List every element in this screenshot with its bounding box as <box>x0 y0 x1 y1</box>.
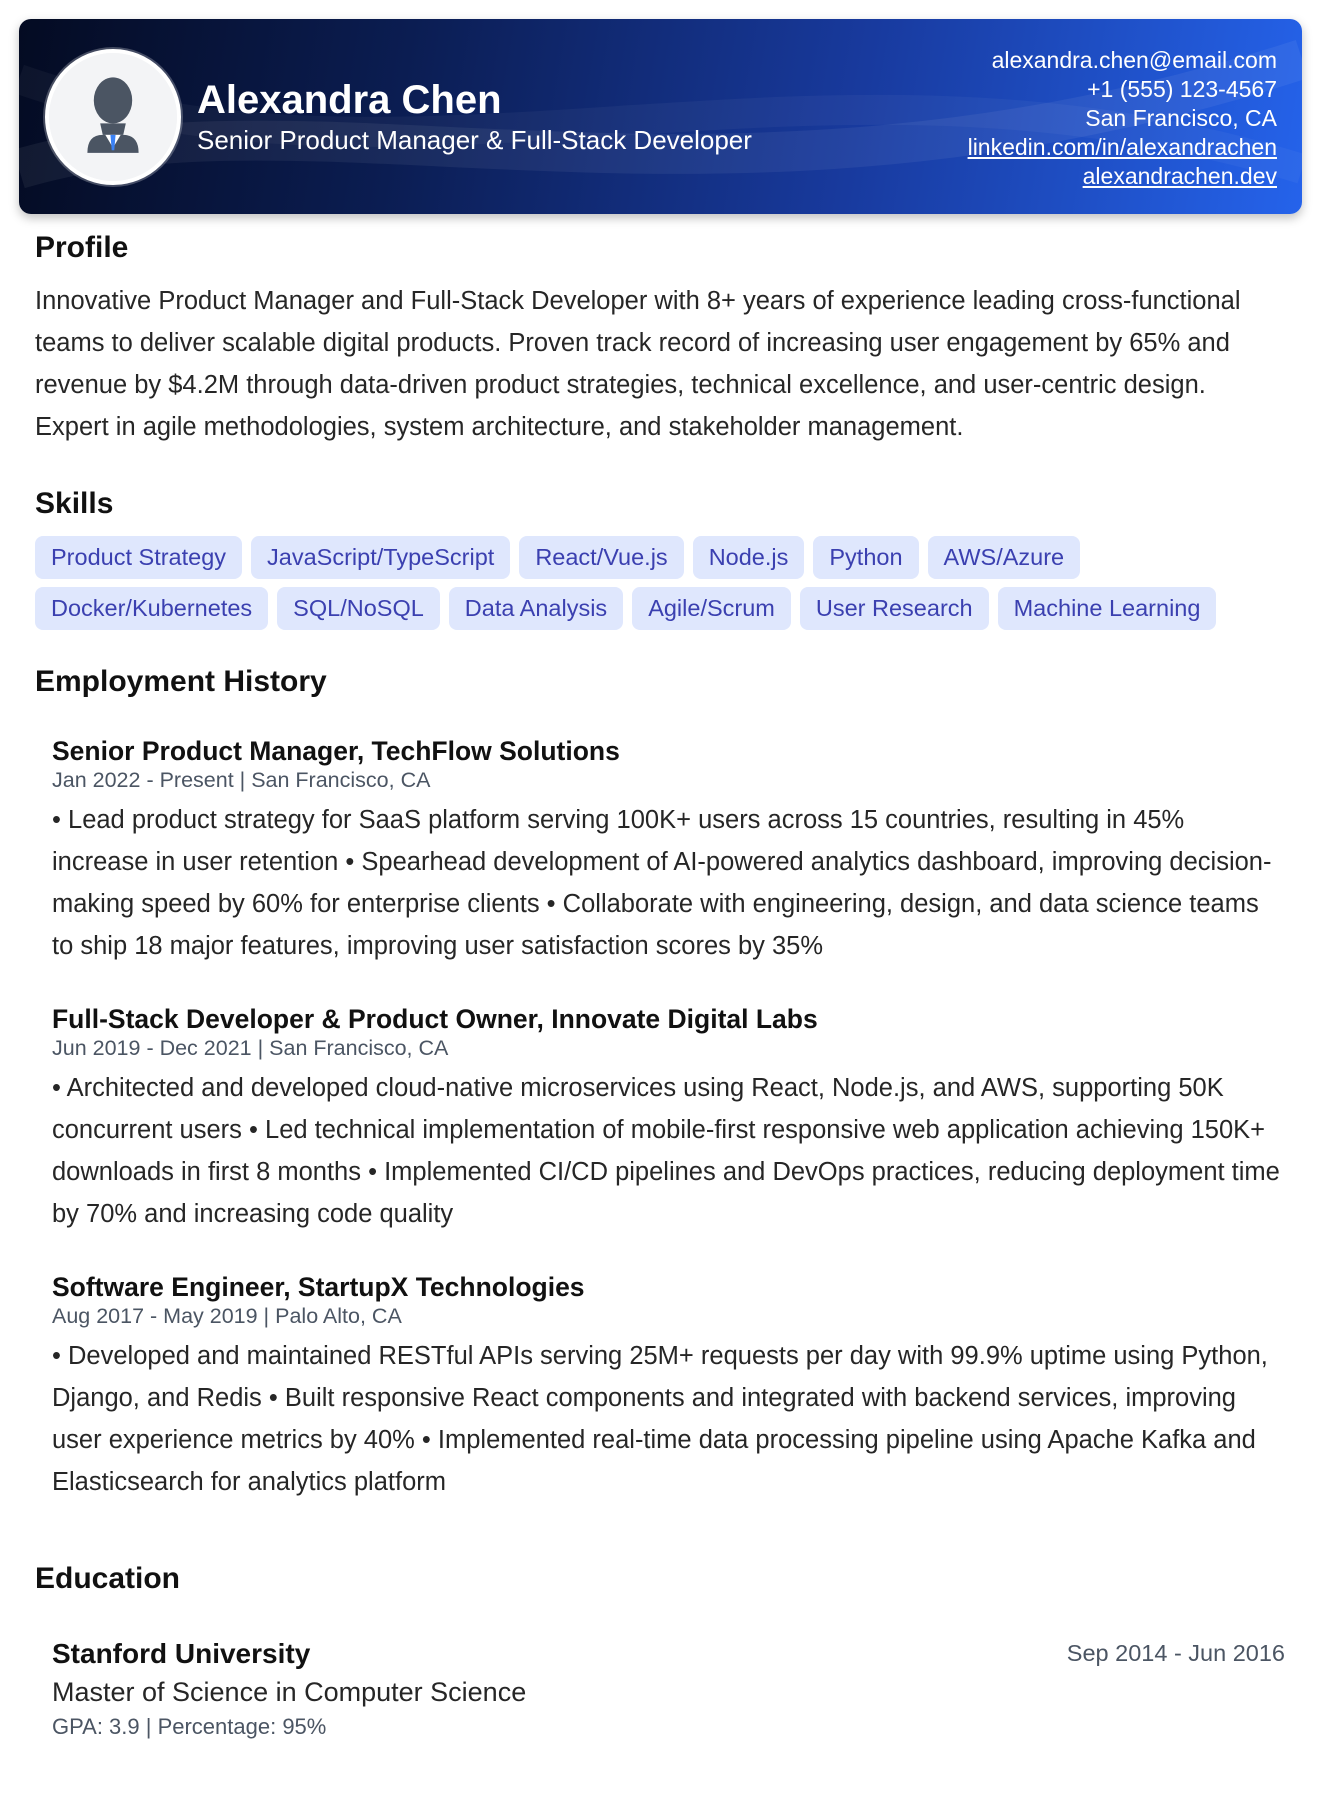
contact-phone: +1 (555) 123-4567 <box>1087 76 1277 102</box>
person-icon <box>49 53 177 181</box>
skill-chip: React/Vue.js <box>519 536 683 579</box>
education-entry <box>52 1637 1285 1741</box>
website-link[interactable]: alexandrachen.dev <box>1082 163 1277 189</box>
contact-location: San Francisco, CA <box>1085 105 1277 131</box>
profile-heading: Profile <box>35 231 129 264</box>
resume-body <box>35 230 1285 1741</box>
job-title: Senior Product Manager, TechFlow Solutions <box>52 736 620 766</box>
candidate-name: Alexandra Chen <box>197 78 502 122</box>
gpa: GPA: 3.9 | Percentage: 95% <box>52 1714 327 1739</box>
skills-list <box>35 536 1285 630</box>
job-entry <box>52 1003 1287 1235</box>
education-dates: Sep 2014 - Jun 2016 <box>1066 1640 1285 1666</box>
resume-header <box>19 19 1302 214</box>
job-meta: Jun 2019 - Dec 2021 | San Francisco, CA <box>52 1036 449 1060</box>
skills-heading: Skills <box>35 487 114 520</box>
job-description: • Lead product strategy for SaaS platform serving 100K+ users across 15 countries, resulting in 45% increase in user retention • Spearhead development of AI-powered analytics dashboard, improving decision-making speed by 60% for enterprise clients • Collaborate with engineering, design, and data science teams to ship 18 major features, improving user satisfaction scores by 35% <box>52 806 1272 960</box>
employment-heading: Employment History <box>35 665 327 698</box>
education-heading: Education <box>35 1562 181 1595</box>
contact-info <box>968 46 1277 191</box>
job-title: Software Engineer, StartupX Technologies <box>52 1272 585 1302</box>
skill-chip: Data Analysis <box>449 587 623 630</box>
job-meta: Aug 2017 - May 2019 | Palo Alto, CA <box>52 1304 402 1328</box>
school-name: Stanford University <box>52 1638 311 1669</box>
skill-chip: Docker/Kubernetes <box>35 587 268 630</box>
avatar <box>45 49 181 185</box>
skill-chip: Product Strategy <box>35 536 242 579</box>
profile-summary: Innovative Product Manager and Full-Stack Developer with 8+ years of experience leading cross-functional teams to deliver scalable digital products. Proven track record of increasing user engagement by 65% and revenue by $4.2M through data-driven product strategies, technical excellence, and user-centric design. Expert in agile methodologies, system architecture, and stakeholder management. <box>35 287 1241 441</box>
job-entry <box>52 735 1287 967</box>
contact-email[interactable]: alexandra.chen@email.com <box>991 47 1277 73</box>
skill-chip: Node.js <box>693 536 805 579</box>
skill-chip: Machine Learning <box>998 587 1217 630</box>
job-description: • Architected and developed cloud-native microservices using React, Node.js, and AWS, supporting 50K concurrent users • Led technical implementation of mobile-first responsive web application achieving 150K+ downloads in first 8 months • Implemented CI/CD pipelines and DevOps practices, reducing deployment time by 70% and increasing code quality <box>52 1074 1280 1228</box>
job-title: Full-Stack Developer & Product Owner, Innovate Digital Labs <box>52 1004 818 1034</box>
linkedin-link[interactable]: linkedin.com/in/alexandrachen <box>967 134 1277 160</box>
job-meta: Jan 2022 - Present | San Francisco, CA <box>52 768 431 792</box>
skill-chip: SQL/NoSQL <box>277 587 440 630</box>
job-description: • Developed and maintained RESTful APIs serving 25M+ requests per day with 99.9% uptime using Python, Django, and Redis • Built responsive React components and integrated with backend services, improving user experience metrics by 40% • Implemented real-time data processing pipeline using Apache Kafka and Elasticsearch for analytics platform <box>52 1342 1268 1496</box>
skill-chip: Python <box>813 536 918 579</box>
job-entry <box>52 1271 1287 1503</box>
candidate-title: Senior Product Manager & Full-Stack Developer <box>197 125 752 155</box>
skill-chip: Agile/Scrum <box>632 587 791 630</box>
skill-chip: AWS/Azure <box>928 536 1081 579</box>
skill-chip: JavaScript/TypeScript <box>251 536 510 579</box>
skill-chip: User Research <box>800 587 989 630</box>
degree: Master of Science in Computer Science <box>52 1677 527 1707</box>
